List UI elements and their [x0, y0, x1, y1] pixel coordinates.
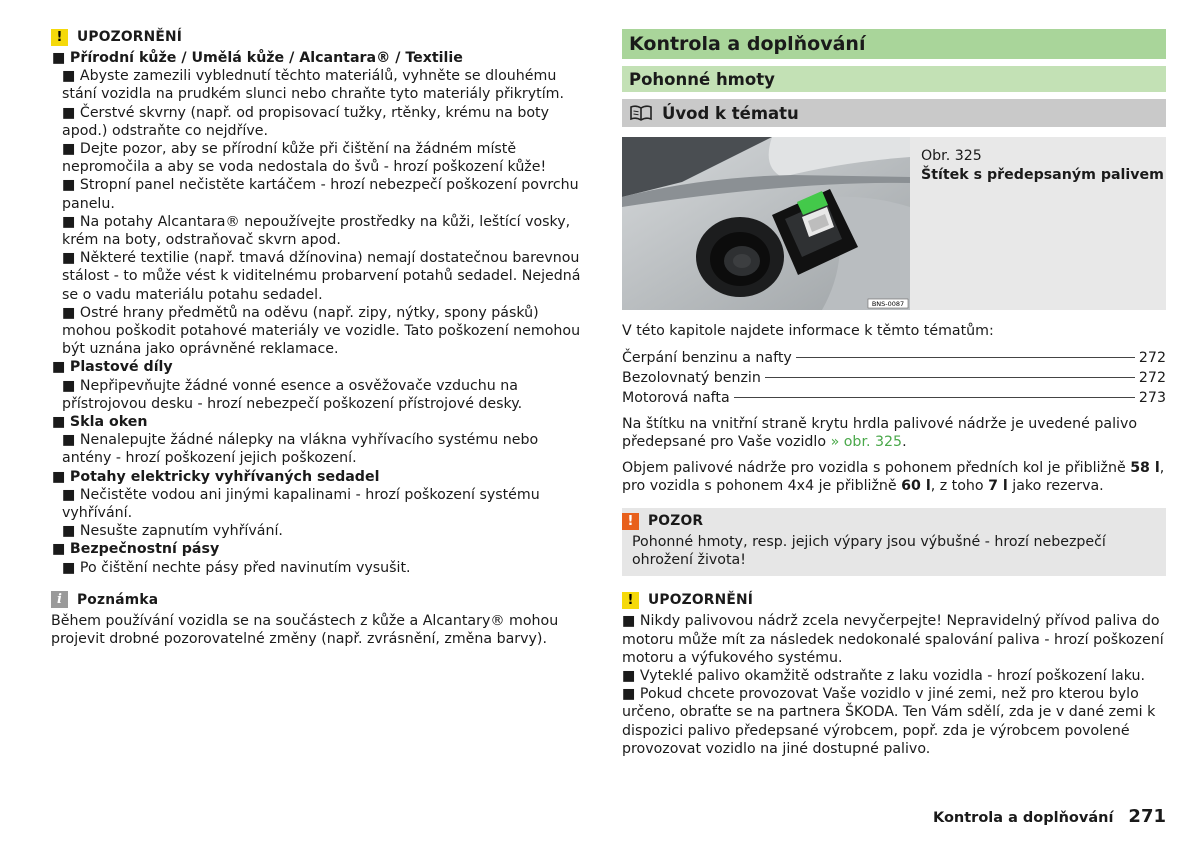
toc-label: Bezolovnatý benzin [622, 370, 761, 387]
caution-text: Pohonné hmoty, resp. jejich výpary jsou výbušné - hrozí nebezpečí ohrožení života! [632, 534, 1106, 569]
toc-intro: V této kapitole najdete informace k těmto tématům: [622, 323, 994, 339]
list-item: ■ Nepřipevňujte žádné vonné esence a osvěžovače vzduchu na přístrojovou desku - hrozí nebezpečí poškození přístrojové desky. [62, 377, 523, 412]
list-item: ■ Čerstvé skvrny (např. od propisovací tužky, rtěnky, krému na boty apod.) odstraňte co nejdříve. [62, 104, 550, 139]
warning-title: UPOZORNĚNÍ [648, 592, 754, 609]
caution-box [622, 508, 1166, 576]
list-item: ■ Pokud chcete provozovat Vaše vozidlo v jiné zemi, než pro kterou bylo určeno, obraťte se na partnera ŠKODA. Ten Vám sdělí, zda je v dané zemi k dispozici palivo předepsané výrobcem, popř. zda je výrobcem povolené provozovat vozidlo na jiné dostupné palivo. [622, 686, 1156, 757]
warning-title: UPOZORNĚNÍ [77, 29, 183, 45]
page-footer [933, 806, 1166, 827]
left-column [51, 27, 589, 648]
list-item: ■ Dejte pozor, aby se přírodní kůže při čištění na žádném místě nepromočila a aby se voda nedostala do švů - hrozí poškození kůže! [62, 141, 547, 176]
warning-header [622, 590, 1166, 610]
toc-page: 272 [1138, 370, 1166, 387]
fuel-flap-image [622, 137, 910, 310]
toc-label: Čerpání benzinu a nafty [622, 350, 792, 367]
intro-header [622, 99, 1166, 127]
list-item: ■ Nenalepujte žádné nálepky na vlákna vyhřívacího systému nebo antény - hrozí poškození jejich poškození. [62, 432, 539, 467]
note-header [51, 590, 589, 610]
info-icon: i [51, 591, 68, 608]
note-text: Během používání vozidla se na součástech z kůže a Alcantary® mohou projevit drobné pozorovatelné změny (např. zvrásnění, změna barvy). [51, 612, 559, 648]
toc-label: Motorová nafta [622, 390, 730, 407]
list-item: ■ Některé textilie (např. tmavá džínovina) nemají dostatečnou barevnou stálost - to může vést k viditelnému probarvení potahů sedadel. Nejedná se o vadu materiálu potahu sedadel. [62, 250, 581, 303]
toc-page: 273 [1138, 390, 1166, 407]
list-item: ■ Stropní panel nečistěte kartáčem - hrozí nebezpečí poškození povrchu panelu. [62, 177, 579, 212]
list-item: ■ Nesušte zapnutím vyhřívání. [62, 523, 283, 540]
list-item: ■ Na potahy Alcantara® nepoužívejte prostředky na kůži, leštící vosky, krém na boty, odstraňovač skvrn apod. [62, 213, 571, 249]
list-item: ■ Abyste zamezili vyblednutí těchto materiálů, vyhněte se dlouhému stání vozidla na prudkém slunci nebo chraňte tyto materiály přikrytím. [62, 68, 565, 103]
exclamation-icon: ! [622, 513, 639, 530]
section-title: Pohonné hmoty [622, 66, 1166, 92]
list-item: ■ Nečistěte vodou ani jinými kapalinami - hrozí poškození systému vyhřívání. [62, 486, 540, 522]
exclamation-icon: ! [51, 29, 68, 46]
section-heading: ■ Potahy elektricky vyhřívaných sedadel [52, 468, 380, 485]
caution-header [622, 511, 1156, 531]
figure-caption-text: Štítek s předepsaným palivem [921, 167, 1164, 183]
right-column [622, 29, 1166, 758]
exclamation-icon: ! [622, 592, 639, 609]
section-heading: ■ Plastové díly [52, 359, 173, 376]
section-heading: ■ Přírodní kůže / Umělá kůže / Alcantara® / Textilie [52, 50, 463, 66]
figure-caption [910, 137, 1164, 310]
book-icon [629, 104, 653, 122]
image-code: BNS-0087 [871, 300, 905, 308]
figure-number: Obr. 325 [921, 148, 982, 164]
toc-entry[interactable] [622, 348, 1166, 368]
intro-title: Úvod k tématu [662, 103, 799, 123]
note-title: Poznámka [77, 591, 159, 608]
list-item: ■ Ostré hrany předmětů na oděvu (např. zipy, nýtky, spony pásků) mohou poškodit potahové materiály ve vozidle. Tato poškození nemohou být uznána jako oprávněné reklamace. [62, 304, 581, 358]
caution-title: POZOR [648, 513, 704, 530]
toc-entry[interactable] [622, 388, 1166, 408]
list-item: ■ Vyteklé palivo okamžitě odstraňte z laku vozidla - hrozí poškození laku. [622, 668, 1146, 685]
fuel-flap-illustration [622, 137, 910, 310]
list-item: ■ Po čištění nechte pásy před navinutím vysušit. [62, 559, 411, 576]
list-item: ■ Nikdy palivovou nádrž zcela nevyčerpejte! Nepravidelný přívod paliva do motoru může mít za následek nedokonalé spalování paliva - hrozí poškození motoru a výfukového systému. [622, 613, 1164, 666]
footer-section: Kontrola a doplňování [932, 810, 1114, 826]
toc-page: 272 [1138, 350, 1166, 367]
tank-volume-paragraph: Objem palivové nádrže pro vozidla s pohonem předních kol je přibližně 58 l, pro vozidla s pohonem 4x4 je přibližně 60 l, z toho 7 l jako rezerva. [622, 459, 1165, 494]
chapter-title: Kontrola a doplňování [622, 29, 1166, 59]
toc-entry[interactable] [622, 368, 1166, 388]
section-heading: ■ Skla oken [52, 414, 148, 431]
figure-link[interactable]: » obr. 325 [830, 434, 903, 451]
fuel-label-paragraph: Na štítku na vnitřní straně krytu hrdla palivové nádrže je uvedené palivo předepsané pro Vaše vozidlo » obr. 325. [622, 416, 1138, 451]
page-number: 271 [1128, 806, 1166, 827]
figure [622, 137, 1166, 310]
section-heading: ■ Bezpečnostní pásy [52, 541, 220, 558]
warning-header [51, 27, 589, 47]
